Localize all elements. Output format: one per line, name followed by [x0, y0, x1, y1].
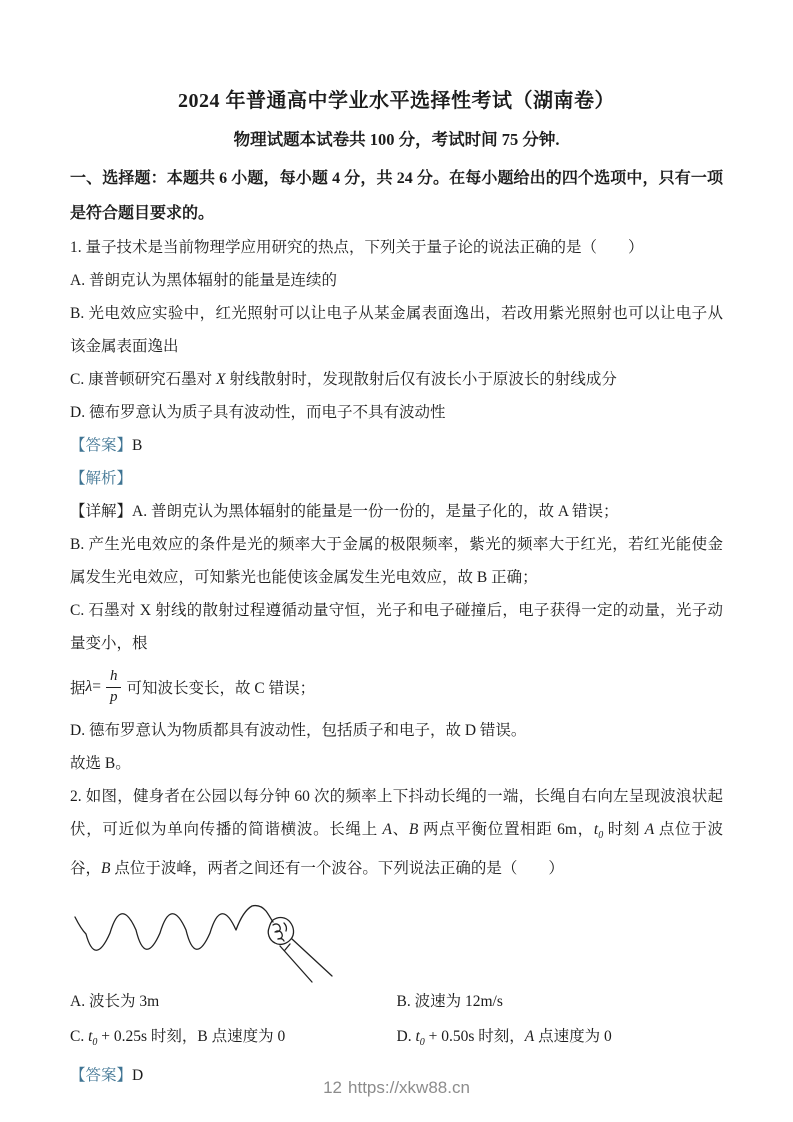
q1-detail-b: B. 产生光电效应的条件是光的频率大于金属的极限频率，紫光的频率大于红光，若红光能使金属发生光电效应，可知紫光也能使该金属发生光电效应，故 B 正确；: [70, 536, 723, 586]
h-over-p-fraction: [106, 668, 122, 706]
fraction-numerator: h: [106, 668, 122, 687]
fraction-denominator: p: [109, 688, 118, 705]
answer-label: 【答案】: [70, 437, 133, 454]
footer-url: https://xkw88.cn: [348, 1078, 470, 1097]
formula-prefix: 据: [70, 680, 86, 697]
paper-subtitle: 物理试题本试卷共 100 分，考试时间 75 分钟.: [233, 130, 560, 149]
q1-detail-a: 【详解】A. 普朗克认为黑体辐射的能量是一份一份的，是量子化的，故 A 错误；: [70, 503, 619, 520]
page-number: 12: [323, 1078, 343, 1097]
rope-wave-path: [75, 906, 273, 951]
page-title: 2024 年普通高中学业水平选择性考试（湖南卷）: [178, 90, 615, 112]
q1-option-d: D. 德布罗意认为质子具有波动性，而电子不具有波动性: [70, 404, 446, 421]
q1-option-c: C. 康普顿研究石墨对 X 射线散射时，发现散射后仅有波长小于原波长的射线成分: [70, 371, 617, 388]
lambda-symbol: λ: [85, 678, 93, 695]
q1-detail-c-formula: [70, 660, 723, 714]
section-one-header: 一、选择题：本题共 6 小题，每小题 4 分，共 24 分。在每小题给出的四个选项中，只有一项是符合题目要求的。: [70, 170, 723, 222]
analysis-label: 【解析】: [70, 470, 133, 487]
q1-option-a: A. 普朗克认为黑体辐射的能量是连续的: [70, 272, 337, 289]
answer-label: 【答案】: [70, 1067, 133, 1084]
q1-answer-value: B: [132, 437, 143, 454]
page-footer: [0, 1078, 793, 1098]
q2-option-b: B. 波速为 12m/s: [396, 993, 503, 1010]
q2-stem: 2. 如图，健身者在公园以每分钟 60 次的频率上下抖动长绳的一端，长绳自右向左呈现波浪状起伏，可近似为单向传播的简谐横波。长绳上 A、B 两点平衡位置相距 6m，$t_0$ 时刻 A 点位于波谷，B 点位于波峰，两者之间还有一个波谷。下列说法正确的是（ ）: [70, 788, 723, 877]
q2-answer-value: D: [132, 1067, 144, 1084]
q1-option-b: B. 光电效应实验中，红光照射可以让电子从某金属表面逸出，若改用紫光照射也可以让电子从该金属表面逸出: [70, 305, 723, 355]
q1-answer-line: [70, 429, 723, 462]
hand-icon: [268, 918, 332, 982]
q1-detail-d: D. 德布罗意认为物质都具有波动性，包括质子和电子，故 D 错误。: [70, 722, 527, 739]
wave-figure: [70, 889, 723, 983]
q2-option-a: A. 波长为 3m: [70, 993, 160, 1010]
q2-option-d: D. $t_0 + 0.50s$ 时刻，A 点速度为 0: [396, 1028, 612, 1048]
rope-wave-illustration: [70, 889, 340, 983]
q1-detail-c: C. 石墨对 X 射线的散射过程遵循动量守恒，光子和电子碰撞后，电子获得一定的动量，光子动量变小，根: [70, 602, 723, 652]
q1-conclusion: 故选 B。: [70, 755, 131, 772]
q2-option-c: C. $t_0 + 0.25s$ 时刻，B 点速度为 0: [70, 1028, 286, 1048]
q1-analysis-line: [70, 462, 723, 495]
equals-sign: =: [92, 678, 101, 695]
q1-stem: 1. 量子技术是当前物理学应用研究的热点，下列关于量子论的说法正确的是（ ）: [70, 239, 644, 256]
q2-options: [70, 985, 723, 1059]
formula-suffix: 可知波长变长，故 C 错误；: [126, 680, 316, 697]
